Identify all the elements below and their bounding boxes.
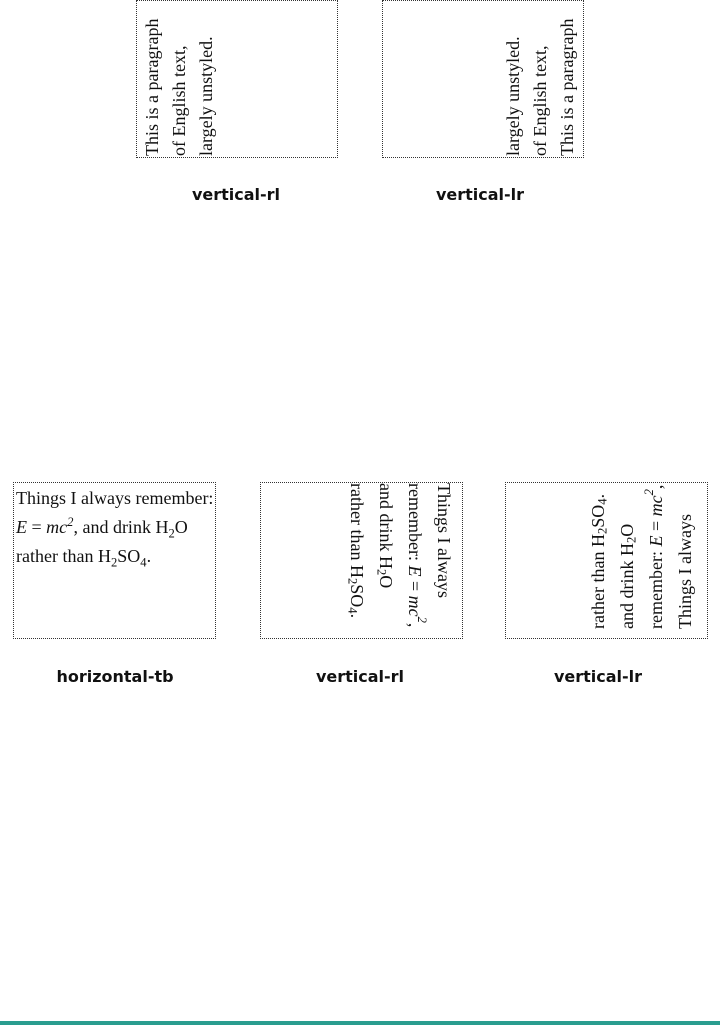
paragraph-text: This is a paragraph of English text, largely unstyled. (503, 18, 577, 156)
writing-mode-box-top-vertical-lr (382, 0, 584, 158)
equation-text: Things I always remember: $E = mc^2$, and drink $H_2O$ rather than $H_2SO_4$. (588, 484, 695, 629)
footer-rule (0, 1021, 720, 1025)
writing-mode-box-bottom-vertical-rl (260, 482, 463, 639)
label-bottom-vertical-lr: vertical-lr (553, 667, 643, 686)
writing-mode-box-bottom-horizontal-tb (13, 482, 216, 639)
writing-mode-box-top-vertical-rl (136, 0, 338, 158)
label-top-vertical-lr: vertical-lr (435, 185, 525, 204)
label-bottom-horizontal-tb: horizontal-tb (56, 667, 174, 686)
equation-text: Things I always remember: $E = mc^2$, and drink $H_2O$ rather than $H_2SO_4$. (16, 488, 214, 570)
label-top-vertical-rl: vertical-rl (191, 185, 281, 204)
equation-text: Things I always remember: $E = mc^2$, and drink $H_2O$ rather than $H_2SO_4$. (345, 483, 454, 628)
writing-mode-box-bottom-vertical-lr (505, 482, 708, 639)
paragraph-text: This is a paragraph of English text, largely unstyled. (142, 18, 216, 156)
label-bottom-vertical-rl: vertical-rl (315, 667, 405, 686)
